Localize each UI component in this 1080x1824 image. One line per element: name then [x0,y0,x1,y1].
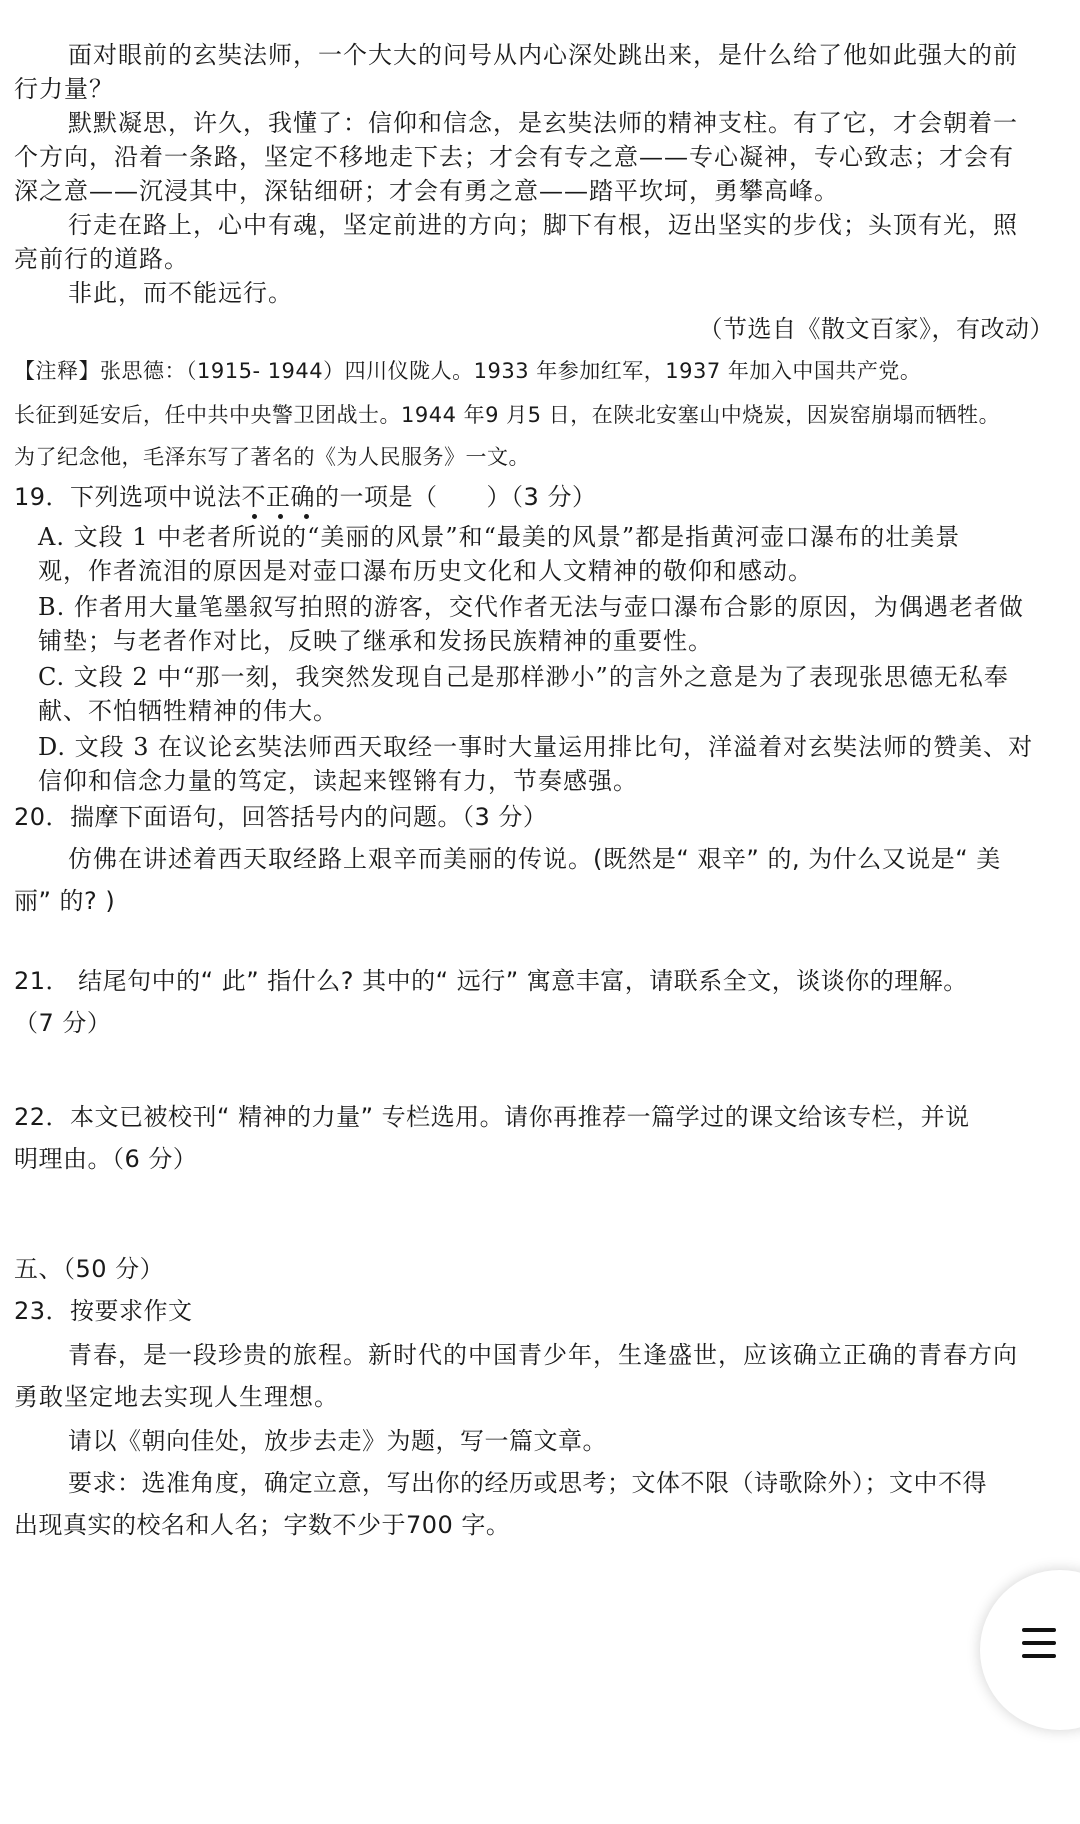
q19-stem [14,478,1064,516]
q23-p3-line2: 出现真实的校名和人名；字数不少于700 字。 [14,1511,511,1539]
q23-p3-line1: 要求：选准角度，确定立意，写出你的经历或思考；文体不限（诗歌除外）；文中不得 [68,1469,987,1497]
passage-p2-line2: 个方向，沿着一条路，坚定不移地走下去；才会有专之意——专心凝神，专心致志；才会有 [14,143,1014,171]
section5-heading: 五、（50 分） [14,1255,165,1283]
q20-quote-line1 [68,840,1064,878]
passage-p4-line1: 非此，而不能远行。 [68,279,293,307]
passage-p1-line2: 行力量？ [14,75,114,103]
q20-quote-question: (既然是“ 艰辛” 的, 为什么又说是“ 美 [593,845,1001,873]
q19-stem-pre: 19．下列选项中说法 [14,483,242,511]
q19-option-d-line2: 信仰和信念力量的笃定，读起来铿锵有力，节奏感强。 [38,767,638,795]
passage-p3-line2: 亮前行的道路。 [14,245,189,273]
q19-stem-emph-text: 不正确 [241,483,316,511]
note-line1: 【注释】张思德：（1915‐ 1944）四川仪陇人。1933 年参加红军，1937 年加入中国共产党。 [14,359,922,383]
passage-p3-line1: 行走在路上，心中有魂，坚定前进的方向；脚下有根，迈出坚实的步伐；头顶有光，照 [68,211,1018,239]
q19-option-c-line2: 献、不怕牺牲精神的伟大。 [38,697,338,725]
floating-menu-button[interactable] [980,1570,1080,1730]
q20-stem: 20．揣摩下面语句，回答括号内的问题。（3 分） [14,803,548,831]
note-line3: 为了纪念他，毛泽东写了著名的《为人民服务》一文。 [14,445,530,469]
q19-stem-post: 的一项是（ ）（3 分） [315,483,597,511]
q21-line2: （7 分） [14,1009,112,1037]
passage-source: （节选自《散文百家》，有改动） [698,315,1054,343]
q19-option-d-line1: D. 文段 3 在议论玄奘法师西天取经一事时大量运用排比句，洋溢着对玄奘法师的赞美、对 [38,733,1034,761]
q19-option-b-line2: 铺垫；与老者作对比，反映了继承和发扬民族精神的重要性。 [38,627,713,655]
q19-option-a-line1: A. 文段 1 中老者所说的“美丽的风景”和“最美的风景”都是指黄河壶口瀑布的壮美景 [38,523,961,551]
hamburger-menu-icon [1022,1628,1056,1658]
note-line2: 长征到延安后，任中共中央警卫团战士。1944 年9 月5 日，在陕北安塞山中烧炭，因炭窑崩塌而牺牲。 [14,403,1001,427]
passage-p2-line1: 默默凝思，许久，我懂了：信仰和信念，是玄奘法师的精神支柱。有了它，才会朝着一 [68,109,1018,137]
q19-option-c-line1: C. 文段 2 中“那一刻，我突然发现自己是那样渺小”的言外之意是为了表现张思德无私奉 [38,663,1009,691]
q23-p2: 请以《朝向佳处，放步去走》为题，写一篇文章。 [68,1427,607,1455]
passage-p2-line3: 深之意——沉浸其中，深钻细研；才会有勇之意——踏平坎坷，勇攀高峰。 [14,177,839,205]
q21-line1: 21． 结尾句中的“ 此” 指什么? 其中的“ 远行” 寓意丰富，请联系全文，谈谈你的理解。 [14,967,968,995]
q23-title: 23．按要求作文 [14,1297,193,1325]
q23-p1-line2: 勇敢坚定地去实现人生理想。 [14,1383,339,1411]
passage-p1-line1: 面对眼前的玄奘法师，一个大大的问号从内心深处跳出来，是什么给了他如此强大的前 [68,41,1018,69]
q22-line1: 22．本文已被校刊“ 精神的力量” 专栏选用。请你再推荐一篇学过的课文给该专栏，并说 [14,1103,970,1131]
q22-line2: 明理由。（6 分） [14,1145,198,1173]
q20-quote-serif: 仿佛在讲述着西天取经路上艰辛而美丽的传说。 [68,845,593,873]
q23-p1-line1: 青春，是一段珍贵的旅程。新时代的中国青少年，生逢盛世，应该确立正确的青春方向 [68,1341,1018,1369]
q19-option-a-line2: 观，作者流泪的原因是对壶口瀑布历史文化和人文精神的敬仰和感动。 [38,557,813,585]
q19-stem-emphasis [242,483,316,511]
q20-quote-line2: 丽” 的? ) [14,887,116,915]
q19-option-b-line1: B. 作者用大量笔墨叙写拍照的游客，交代作者无法与壶口瀑布合影的原因，为偶遇老者做 [38,593,1024,621]
